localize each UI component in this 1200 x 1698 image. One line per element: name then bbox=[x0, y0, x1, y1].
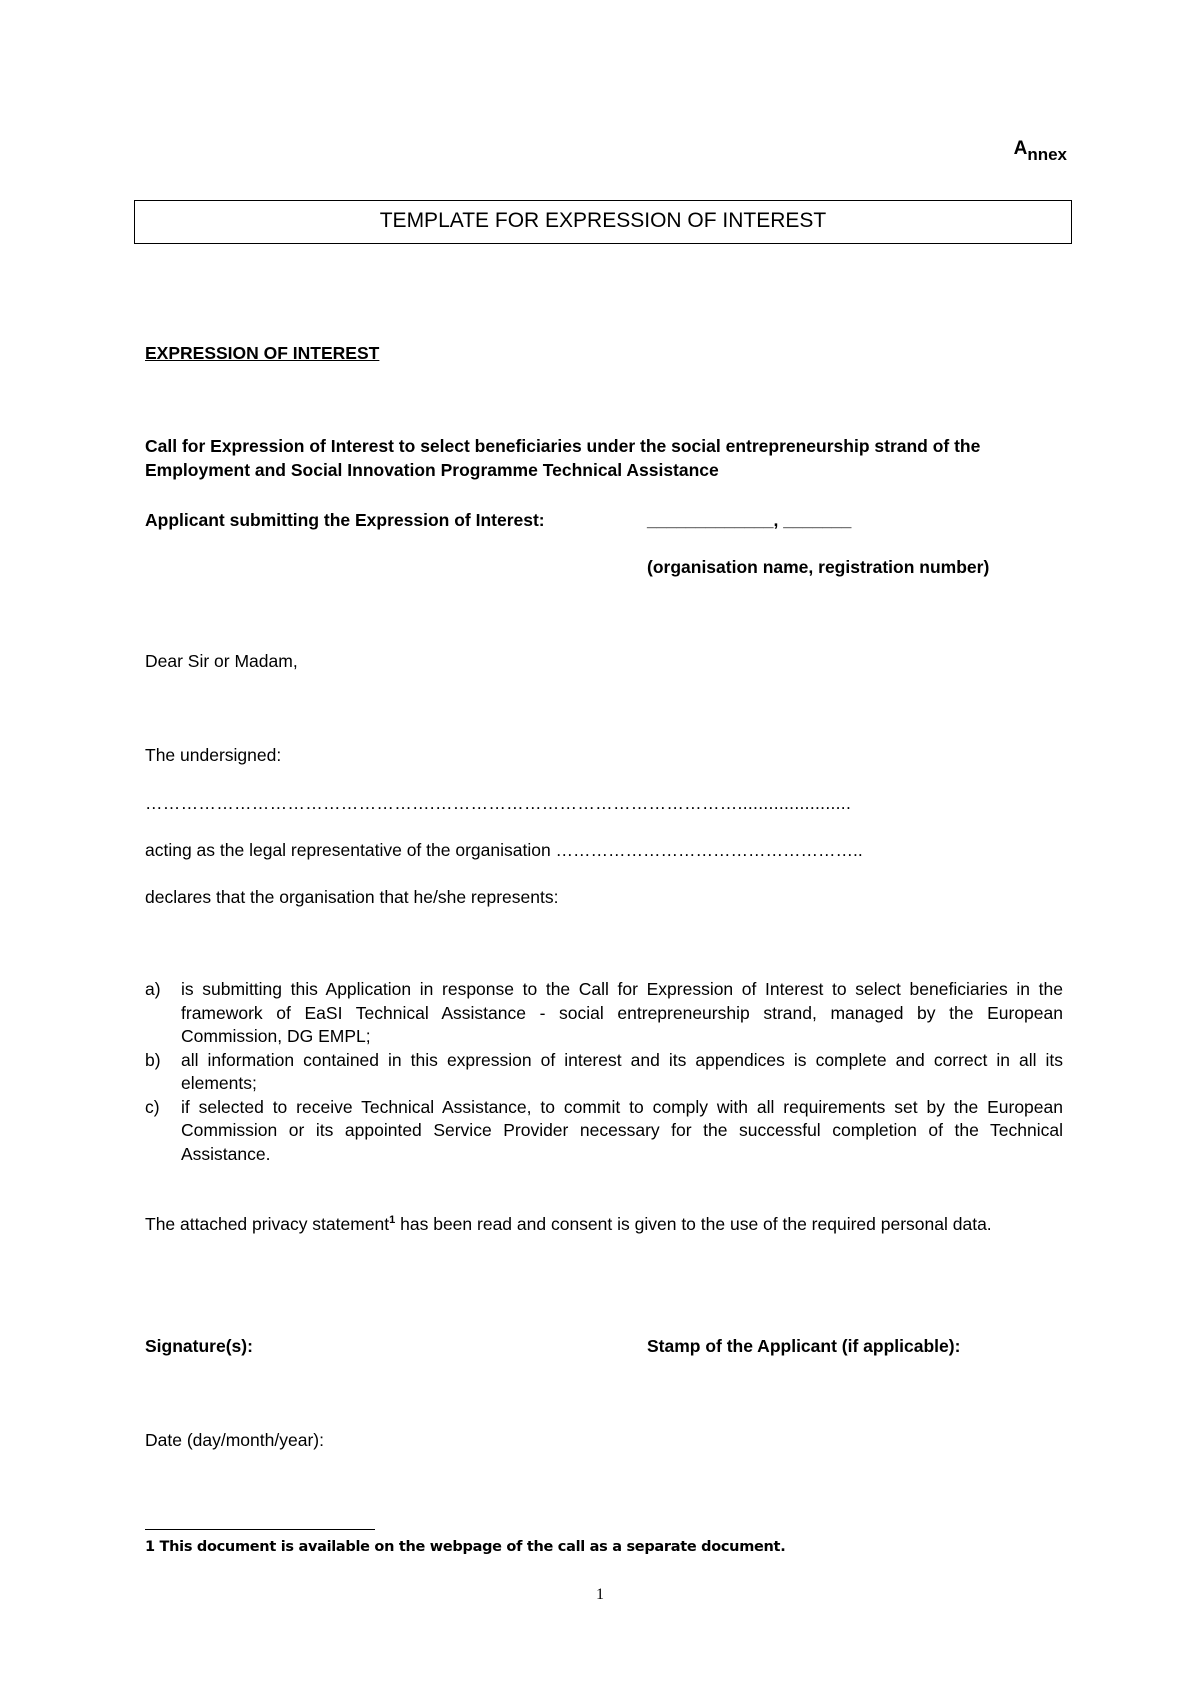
stamp-label: Stamp of the Applicant (if applicable): bbox=[647, 1336, 961, 1356]
footnote-reference[interactable]: 1 bbox=[389, 1214, 396, 1227]
declaration-text: all information contained in this expression of interest and its appendices is complete and correct in all its elements; bbox=[181, 1049, 1063, 1093]
applicant-label: Applicant submitting the Expression of Interest: bbox=[145, 510, 545, 530]
greeting: Dear Sir or Madam, bbox=[145, 651, 298, 671]
privacy-statement bbox=[145, 1212, 1063, 1237]
document-title: TEMPLATE FOR EXPRESSION OF INTEREST bbox=[134, 200, 1072, 244]
undersigned-label: The undersigned: bbox=[145, 745, 282, 765]
declaration-letter: c) bbox=[145, 1096, 160, 1117]
declares-line: declares that the organisation that he/she represents: bbox=[145, 887, 559, 907]
applicant-hint: (organisation name, registration number) bbox=[647, 557, 990, 577]
privacy-text-end: has been read and consent is given to the use of the required personal data. bbox=[395, 1214, 992, 1234]
declaration-text: is submitting this Application in response to the Call for Expression of Interest to select beneficiaries in the framework of EaSI Technical Assistance - social entrepreneurship strand, managed by the European Commission, DG EMPL; bbox=[181, 979, 1063, 1046]
annex-rest: nnex bbox=[1027, 145, 1067, 164]
declaration-letter: b) bbox=[145, 1049, 161, 1070]
date-label: Date (day/month/year): bbox=[145, 1430, 324, 1450]
footnote: 1 This document is available on the webpage of the call as a separate document. bbox=[145, 1539, 786, 1555]
undersigned-fill-line: ………………………………………….……………………………………………...................... bbox=[145, 793, 852, 813]
annex-initial: A bbox=[1013, 138, 1028, 159]
declaration-item bbox=[145, 1096, 1063, 1167]
applicant-fill-in-blanks: _____________, _______ bbox=[647, 510, 852, 530]
declaration-item bbox=[145, 978, 1063, 1049]
page-number: 1 bbox=[596, 1586, 604, 1603]
annex-label bbox=[1013, 138, 1067, 166]
call-title: Call for Expression of Interest to select beneficiaries under the social entrepreneurship strand of the Employment and Social Innovation Programme Technical Assistance bbox=[145, 436, 981, 480]
declaration-list bbox=[145, 978, 1063, 1166]
declaration-item bbox=[145, 1049, 1063, 1096]
section-heading: EXPRESSION OF INTEREST bbox=[145, 343, 380, 363]
declaration-text: if selected to receive Technical Assistance, to commit to comply with all requirements set by the European Commission or its appointed Service Provider necessary for the successful completion of the Technical Assistance. bbox=[181, 1096, 1063, 1164]
legal-representative-line: acting as the legal representative of the organisation …………………………………………….. bbox=[145, 840, 863, 860]
signature-label: Signature(s): bbox=[145, 1336, 253, 1356]
declaration-letter: a) bbox=[145, 979, 161, 999]
privacy-text-start: The attached privacy statement bbox=[145, 1214, 390, 1234]
footnote-divider bbox=[145, 1529, 375, 1530]
